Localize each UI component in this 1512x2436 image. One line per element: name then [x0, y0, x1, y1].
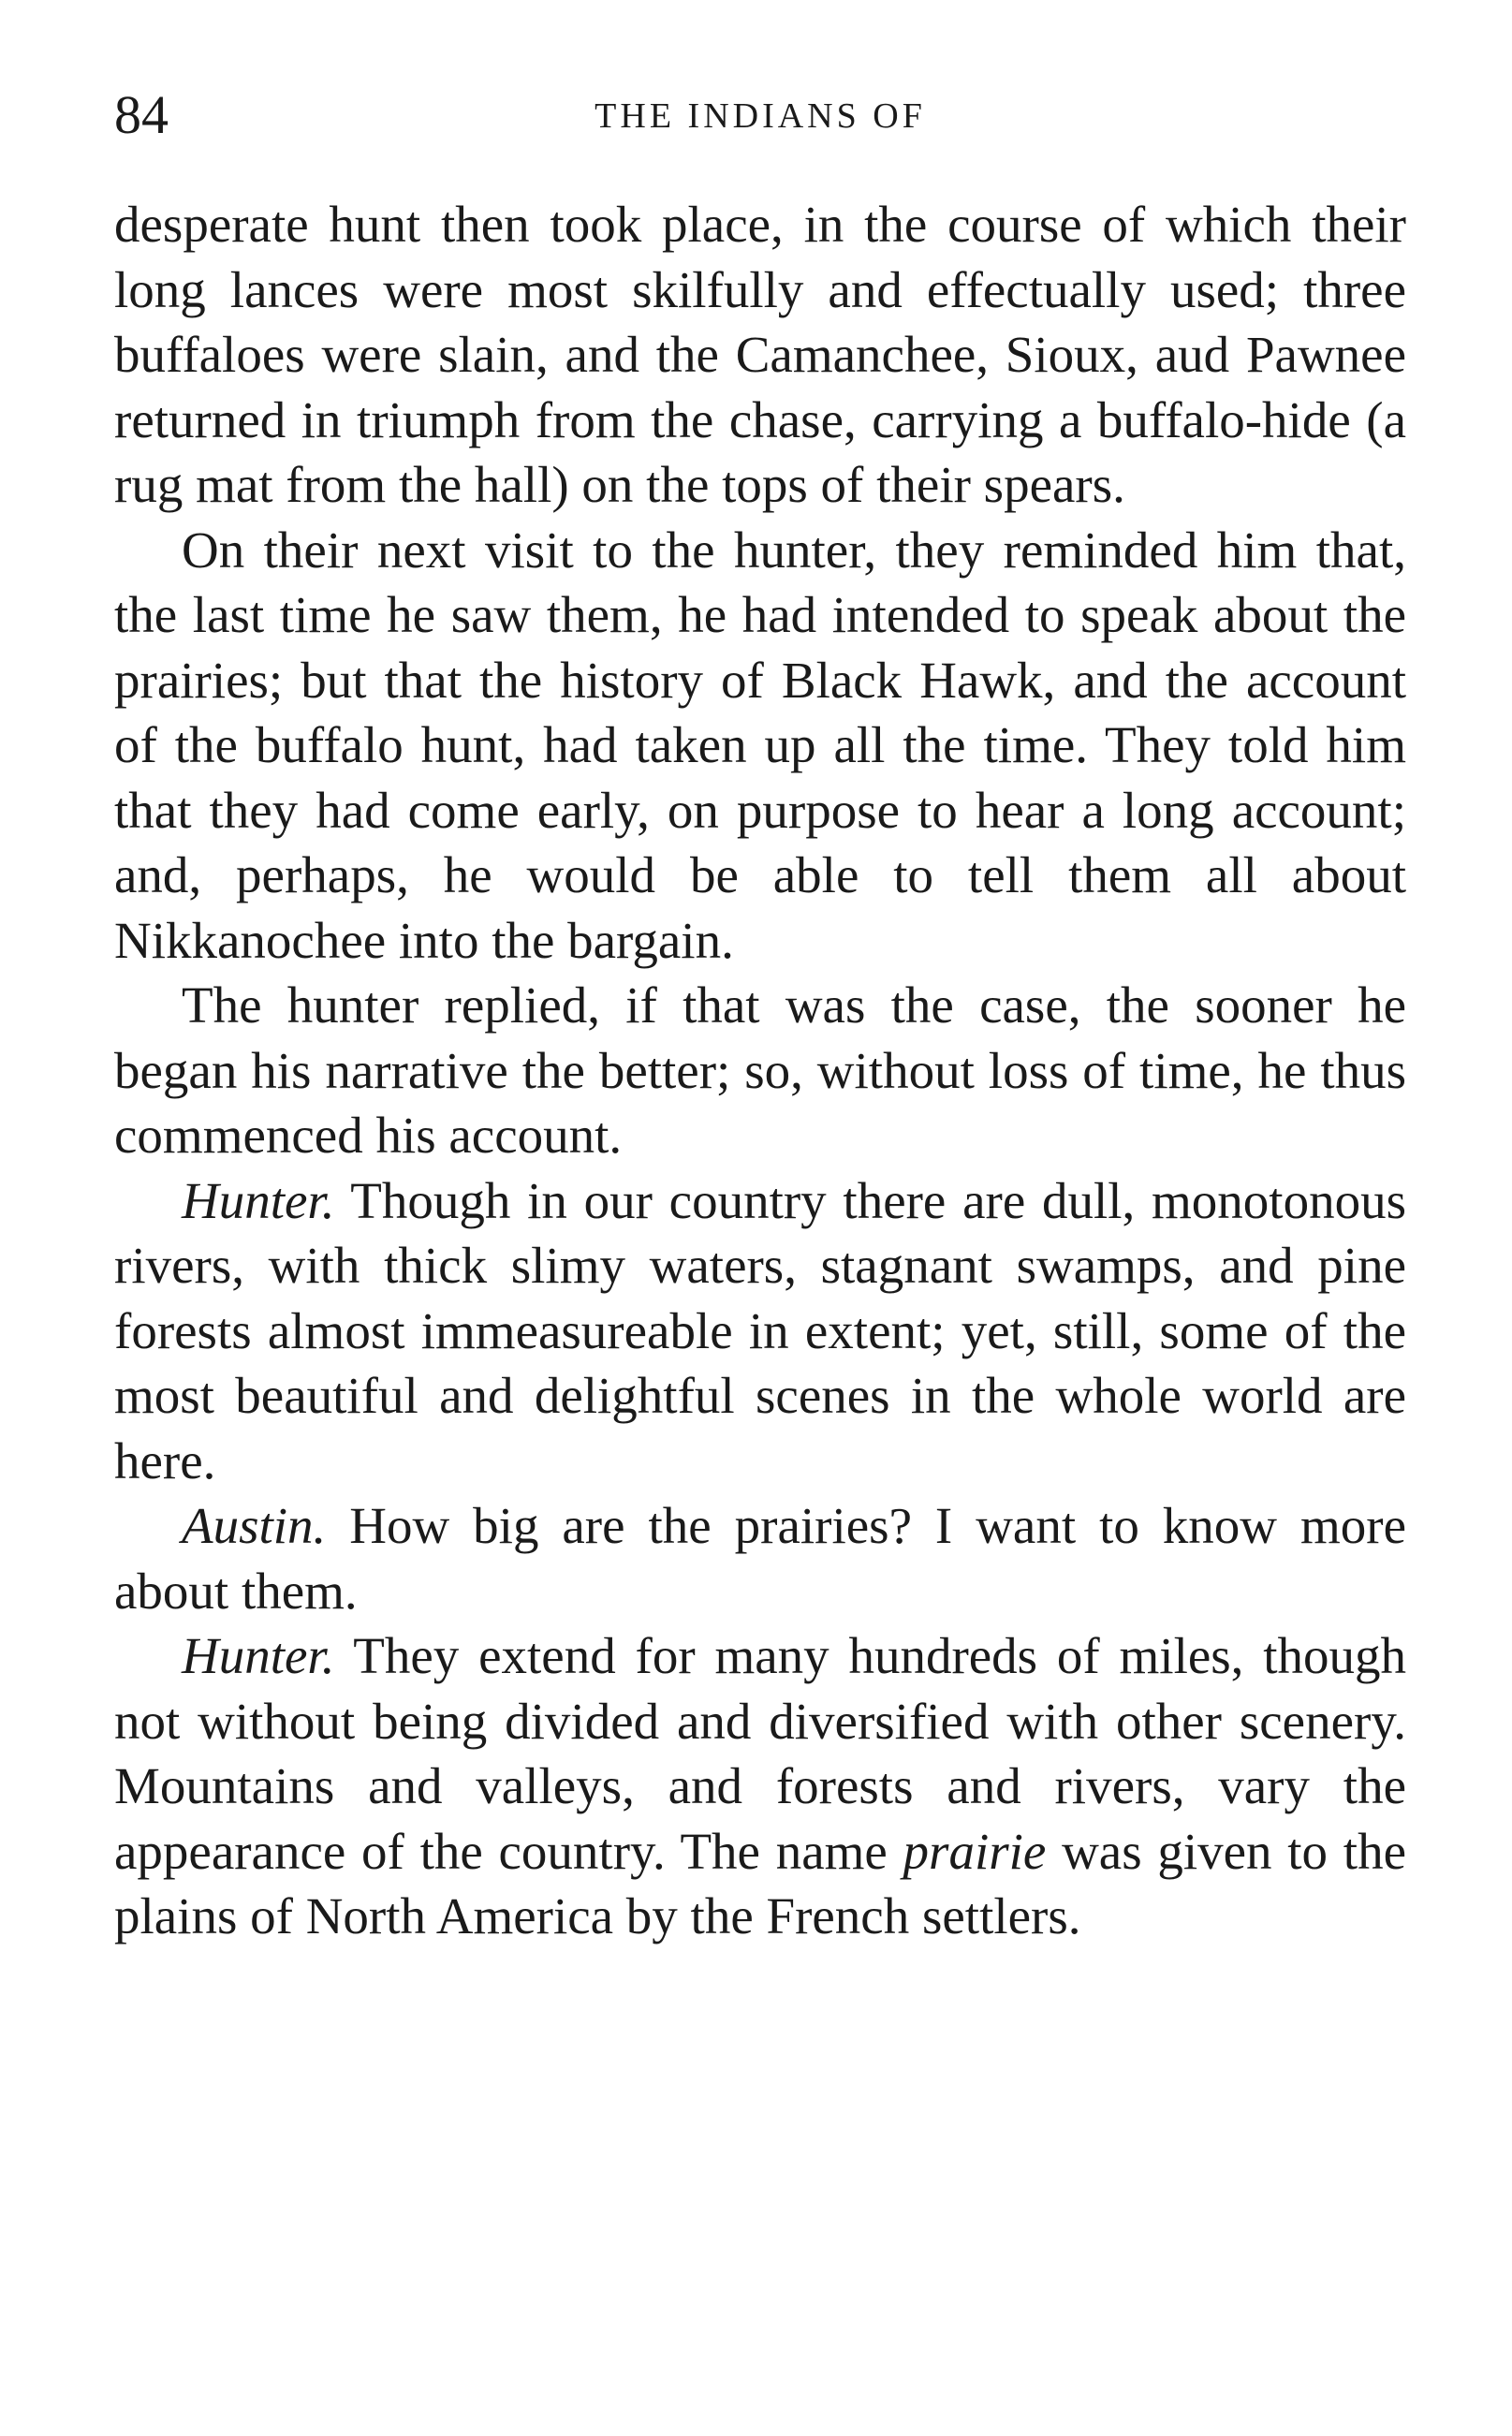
paragraph-text: The hunter replied, if that was the case, the sooner he began his narrative the better; so, without loss of time, he thus commenced his account.: [114, 976, 1406, 1164]
paragraph-text: Though in our country there are dull, monotonous rivers, with thick slimy waters, stagnant swamps, and pine forests almost immeasureable in extent; yet, still, some of the most beautiful and delightful scenes in the whole world are here.: [114, 1171, 1406, 1489]
speaker-label: Hunter.: [182, 1171, 335, 1229]
speaker-label: Austin.: [182, 1497, 327, 1554]
paragraph-text: On their next visit to the hunter, they reminded him that, the last time he saw them, he had intended to speak about the prairies; but that the history of Black Hawk, and the account of the buffalo hunt, had taken up all the time. They told him that they had come early, on purpose to hear a long account; and, perhaps, he would be able to tell them all about Nikkanochee into the bargain.: [114, 521, 1406, 969]
paragraph-text: was given to the plains of North America by the French settlers.: [114, 1822, 1406, 1944]
paragraph-hunter-prairies: [114, 1623, 1406, 1949]
paragraph-text: desperate hunt then took place, in the course of which their long lances were most skilfully and effectually used; three buffaloes were slain, and the Camanchee, Sioux, aud Pawnee returned in triumph from the chase, carrying a buffalo-hide (a rug mat from the hall) on the tops of their spears.: [114, 196, 1406, 513]
body-text: [114, 192, 1406, 1949]
running-head: THE INDIANS OF: [595, 96, 926, 136]
paragraph-austin-question: [114, 1493, 1406, 1623]
paragraph-text: How big are the prairies? I want to know more about them.: [114, 1497, 1406, 1620]
paragraph-hunter-country: [114, 1168, 1406, 1494]
paragraph-next-visit: [114, 518, 1406, 974]
paragraph-text: They extend for many hundreds of miles, though not without being divided and diversified with other scenery. Mountains and valleys, and forests and rivers, vary the appearance of the country. The name: [114, 1627, 1406, 1880]
paragraph-buffalo-hunt: [114, 192, 1406, 518]
paragraph-hunter-replied: [114, 973, 1406, 1168]
page-number: 84: [114, 84, 169, 145]
page-header: [114, 82, 1406, 148]
emphasized-word: prairie: [903, 1822, 1047, 1880]
speaker-label: Hunter.: [182, 1627, 335, 1684]
